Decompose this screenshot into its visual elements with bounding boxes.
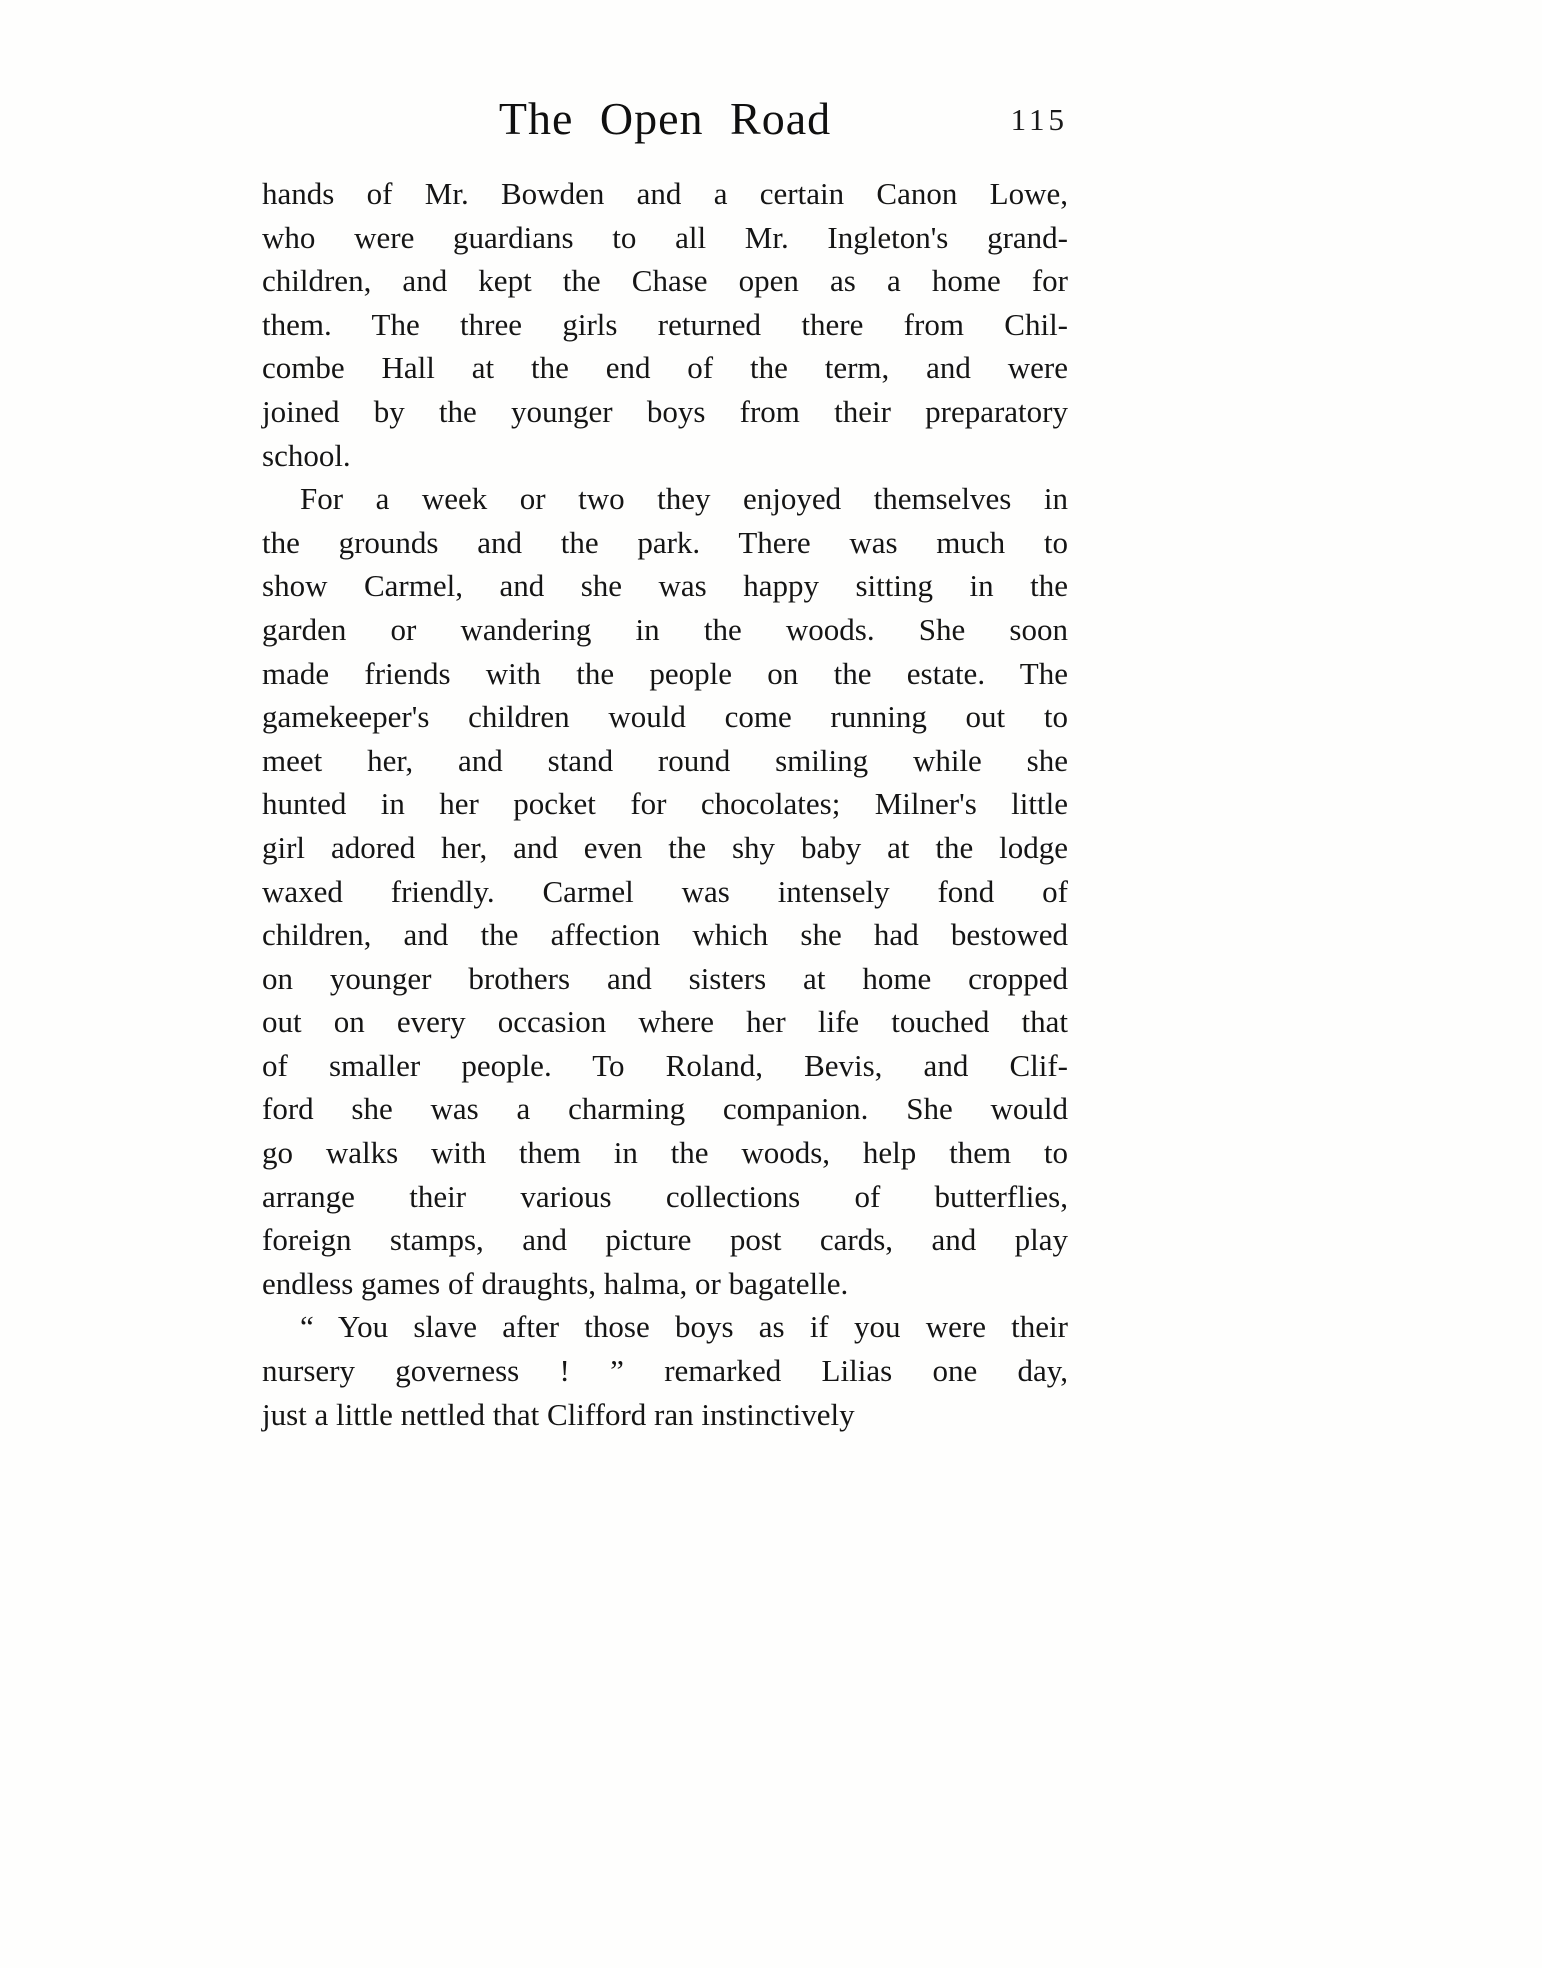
- text-line: out on every occasion where her life touched that: [262, 1004, 1068, 1040]
- text-line: go walks with them in the woods, help them to: [262, 1135, 1068, 1171]
- text-line: who were guardians to all Mr. Ingleton's grand-: [262, 219, 1068, 255]
- page-header: [262, 92, 1068, 152]
- text-line: girl adored her, and even the shy baby at the lodge: [262, 829, 1068, 865]
- text-line: foreign stamps, and picture post cards, and play: [262, 1222, 1068, 1258]
- text-line: meet her, and stand round smiling while she: [262, 742, 1068, 778]
- text-line: on younger brothers and sisters at home cropped: [262, 960, 1068, 996]
- text-line: joined by the younger boys from their preparatory: [262, 393, 1068, 429]
- text-line: nursery governess ! ” remarked Lilias one day,: [262, 1353, 1068, 1389]
- text-line: made friends with the people on the estate. The: [262, 655, 1068, 691]
- text-line: of smaller people. To Roland, Bevis, and Clif-: [262, 1047, 1068, 1083]
- paragraph: [262, 1305, 1068, 1436]
- text-line: waxed friendly. Carmel was intensely fond of: [262, 873, 1068, 909]
- text-line: children, and the affection which she had bestowed: [262, 917, 1068, 953]
- text-line: children, and kept the Chase open as a home for: [262, 263, 1068, 299]
- text-line: hunted in her pocket for chocolates; Milner's little: [262, 786, 1068, 822]
- text-line: combe Hall at the end of the term, and were: [262, 350, 1068, 386]
- text-line: the grounds and the park. There was much to: [262, 524, 1068, 560]
- body-text: [262, 172, 1068, 1436]
- text-line: just a little nettled that Clifford ran instinctively: [262, 1396, 855, 1432]
- paragraph: [262, 172, 1068, 477]
- paragraph: [262, 477, 1068, 1305]
- text-line: For a week or two they enjoyed themselves in: [300, 481, 1068, 517]
- text-line: hands of Mr. Bowden and a certain Canon Lowe,: [262, 176, 1068, 211]
- text-line: gamekeeper's children would come running out to: [262, 699, 1068, 735]
- text-line: them. The three girls returned there from Chil-: [262, 306, 1068, 342]
- text-line: endless games of draughts, halma, or bagatelle.: [262, 1265, 849, 1301]
- page-title: The Open Road: [498, 93, 832, 144]
- text-line: “ You slave after those boys as if you were their: [300, 1309, 1068, 1345]
- page-number: 115: [1010, 102, 1068, 137]
- text-line: garden or wandering in the woods. She soon: [262, 611, 1068, 647]
- text-line: arrange their various collections of butterflies,: [262, 1178, 1068, 1214]
- text-line: show Carmel, and she was happy sitting in the: [262, 568, 1068, 604]
- text-line: ford she was a charming companion. She would: [262, 1091, 1068, 1127]
- text-line: school.: [262, 437, 351, 473]
